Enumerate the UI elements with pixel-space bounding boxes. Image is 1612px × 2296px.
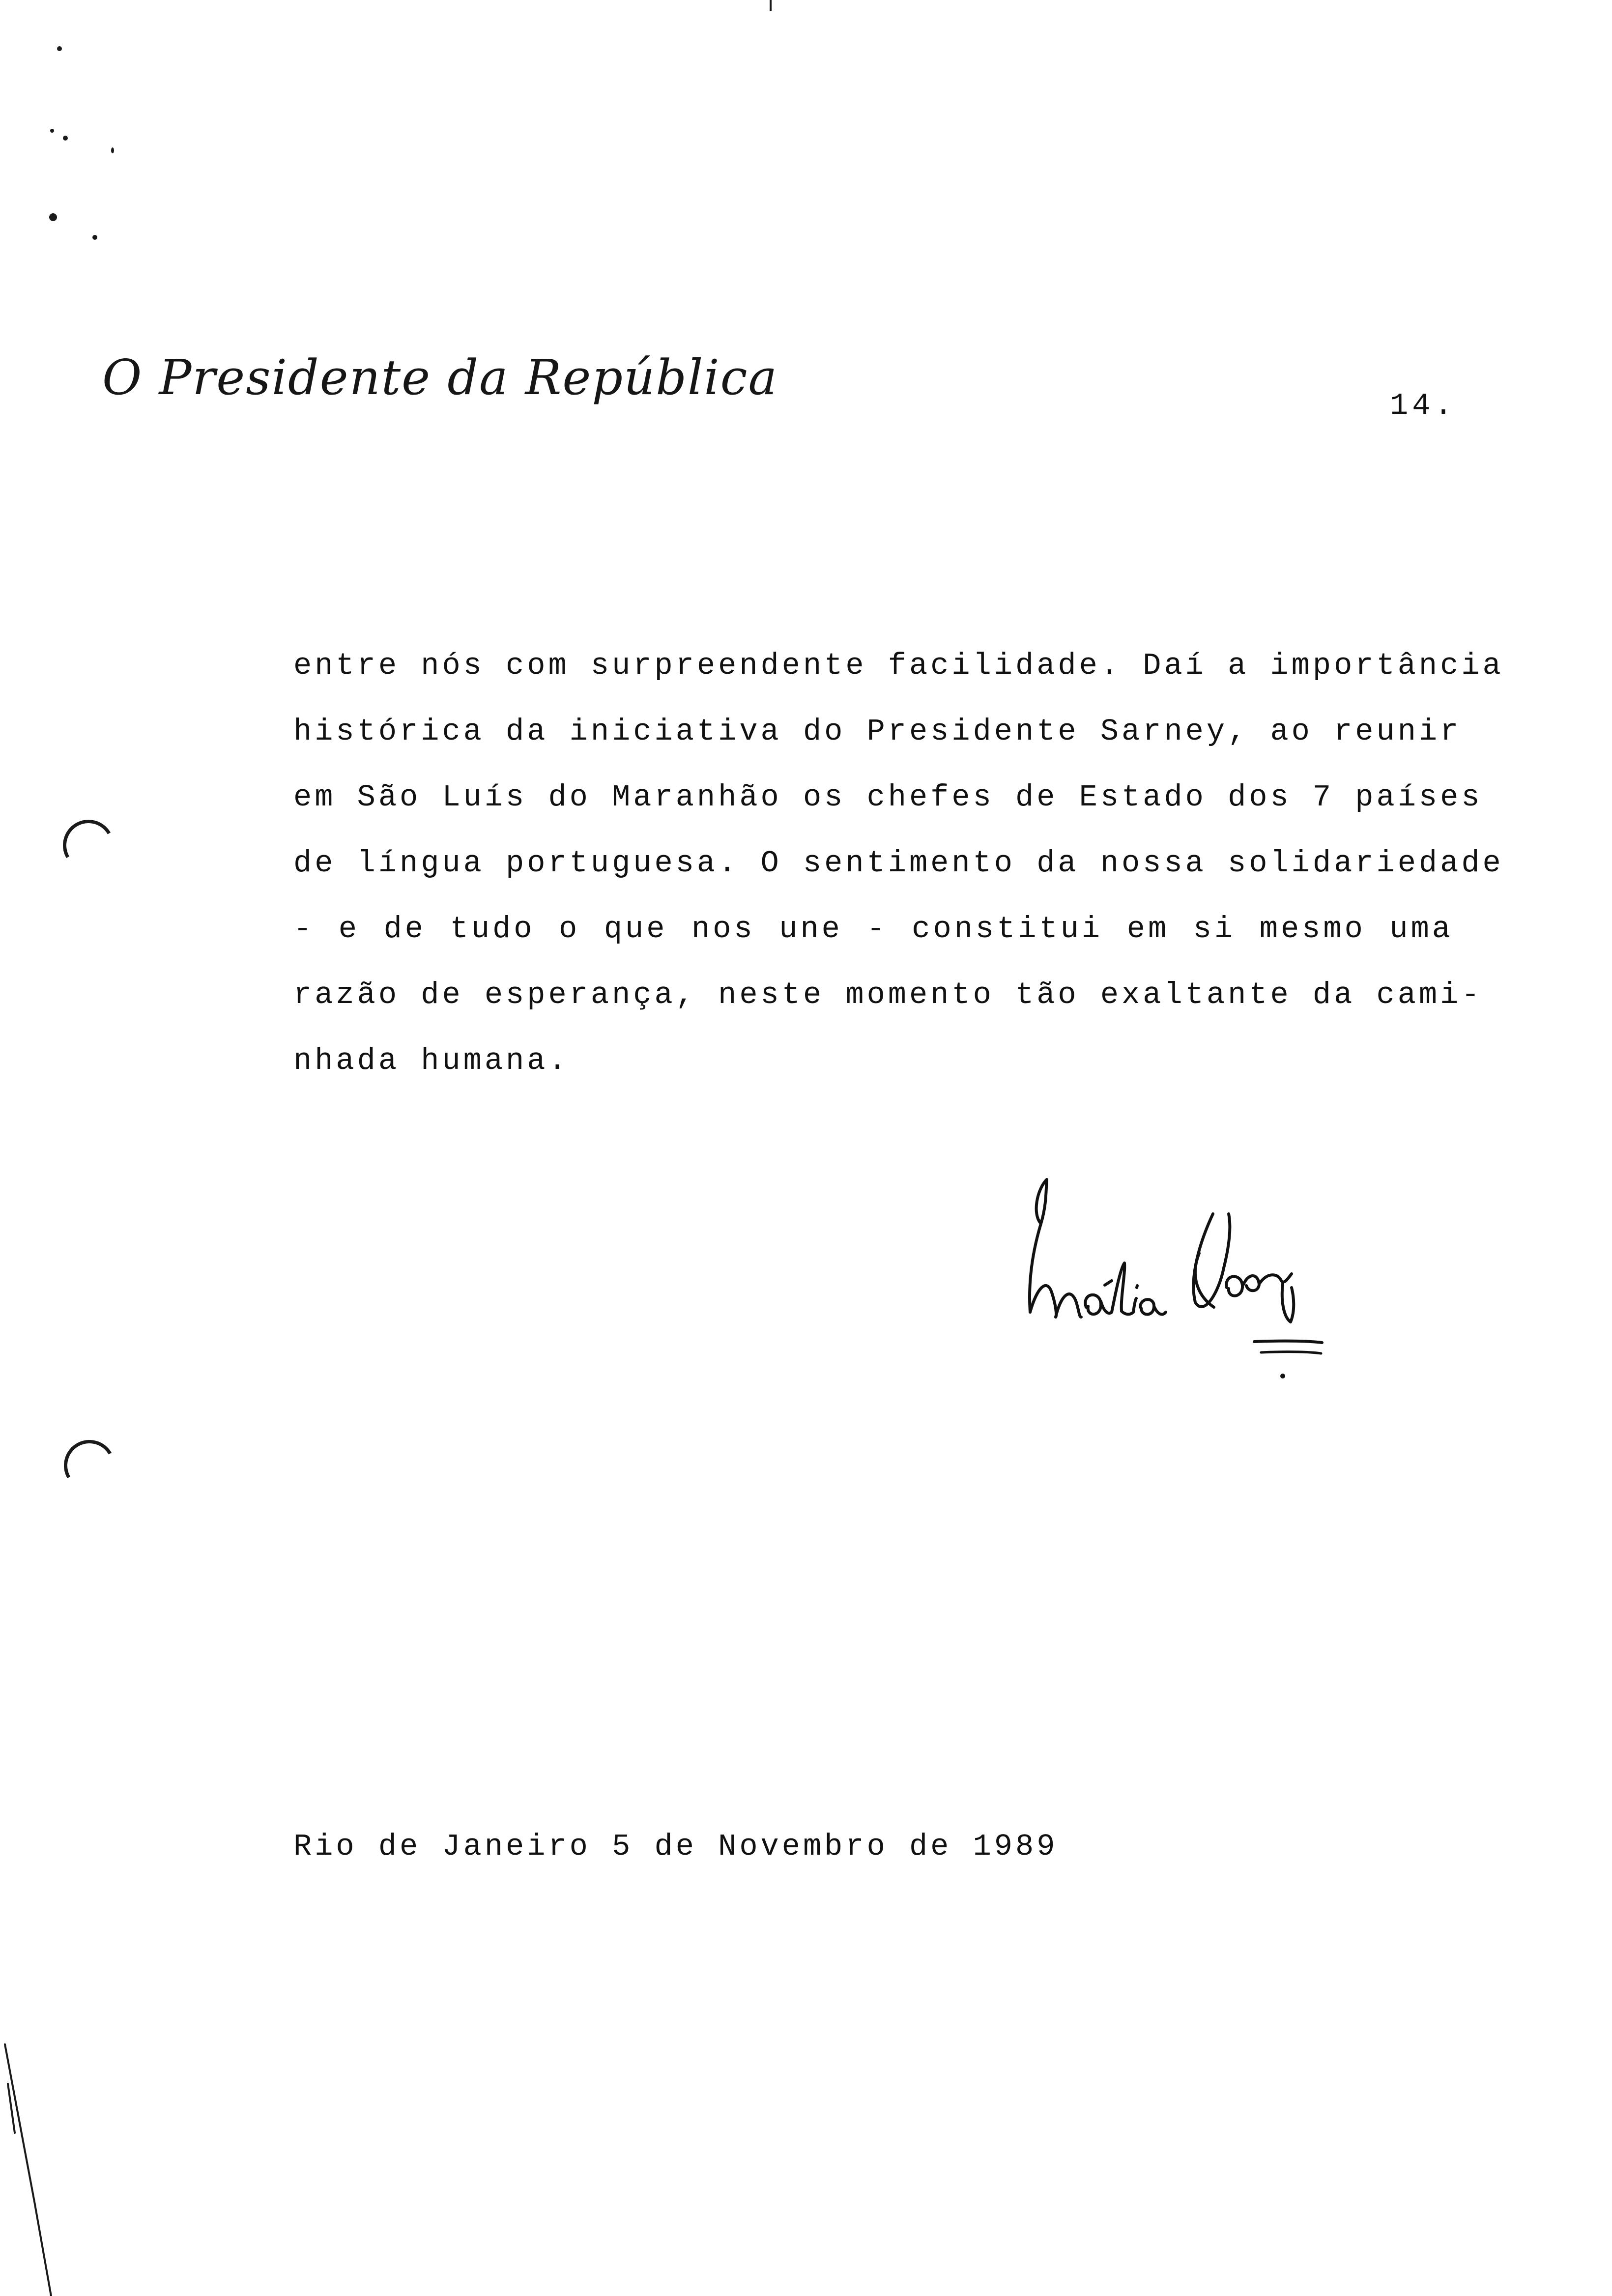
page-number: 14. xyxy=(1390,388,1457,423)
date-line: Rio de Janeiro 5 de Novembro de 1989 xyxy=(293,1829,1058,1864)
scan-speck xyxy=(63,136,68,141)
scan-speck xyxy=(57,46,62,51)
punch-hole-mark xyxy=(58,1434,120,1496)
binding-scratch-mark xyxy=(0,2025,98,2296)
scan-speck xyxy=(50,129,54,133)
punch-hole-mark xyxy=(57,814,119,876)
body-line: razão de esperança, neste momento tão exaltante da cami- xyxy=(293,977,1483,1012)
scan-speck xyxy=(49,213,57,221)
handwritten-signature xyxy=(983,1170,1327,1386)
letterhead-title: O Presidente da República xyxy=(102,350,778,406)
body-line: histórica da iniciativa do Presidente Sarney, ao reunir xyxy=(293,714,1462,749)
body-line: - e de tudo o que nos une - constitui em si mesmo uma xyxy=(293,912,1453,947)
body-line: entre nós com surpreendente facilidade. Daí a importância xyxy=(293,648,1504,683)
body-line: nhada humana. xyxy=(293,1043,570,1078)
scan-speck xyxy=(92,235,97,240)
body-line: de língua portuguesa. O sentimento da nossa solidariedade xyxy=(293,846,1504,881)
body-text xyxy=(293,644,1504,1105)
body-line: em São Luís do Maranhão os chefes de Estado dos 7 países xyxy=(293,780,1483,815)
scan-speck xyxy=(770,0,772,11)
scan-speck xyxy=(111,147,114,153)
